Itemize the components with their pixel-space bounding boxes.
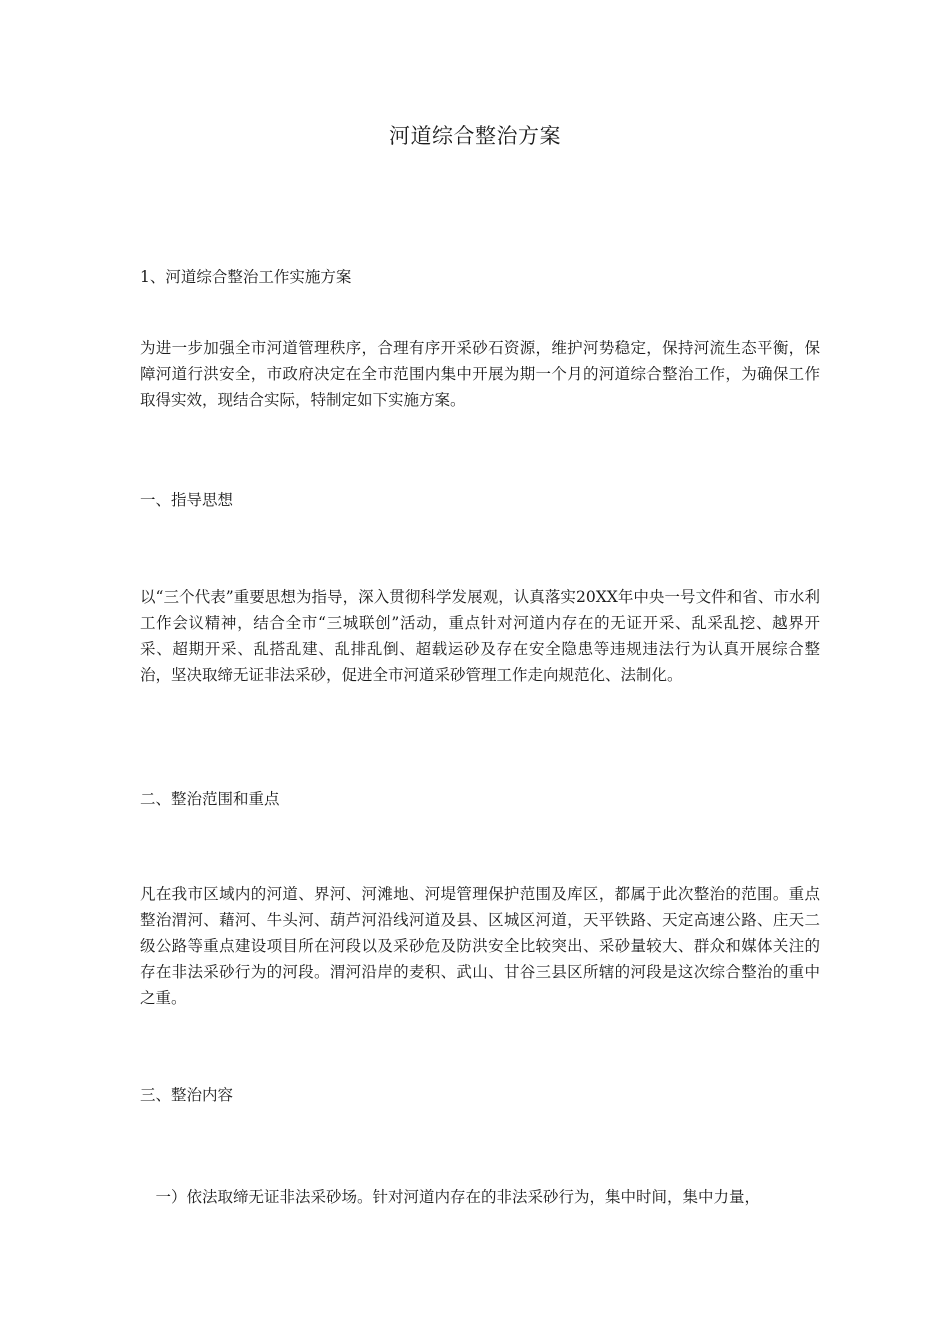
document-title: 河道综合整治方案: [389, 124, 561, 148]
document-subtitle: 1、河道综合整治工作实施方案: [140, 268, 352, 286]
section-heading-scope: 二、整治范围和重点: [140, 790, 280, 808]
section-body-content: 一）依法取缔无证非法采砂场。针对河道内存在的非法采砂行为，集中时间，集中力量，: [140, 1188, 761, 1206]
intro-paragraph: 为进一步加强全市河道管理秩序，合理有序开采砂石资源，维护河势稳定，保持河流生态平衡，保障河道行洪安全，市政府决定在全市范围内集中开展为期一个月的河道综合整治工作，为确保工作取得实效，现结合实际，特制定如下实施方案。: [140, 339, 820, 409]
section-body-guiding-thought: 以“三个代表”重要思想为指导，深入贯彻科学发展观，认真落实20XX年中央一号文件和省、市水利工作会议精神，结合全市“三城联创”活动，重点针对河道内存在的无证开采、乱采乱挖、越界开采、超期开采、乱搭乱建、乱排乱倒、超载运砂及存在安全隐患等违规违法行为认真开展综合整治，坚决取缔无证非法采砂，促进全市河道采砂管理工作走向规范化、法制化。: [140, 588, 820, 684]
section-heading-content: 三、整治内容: [140, 1086, 234, 1104]
section-body-scope: 凡在我市区域内的河道、界河、河滩地、河堤管理保护范围及库区，都属于此次整治的范围。重点整治渭河、藉河、牛头河、葫芦河沿线河道及县、区城区河道，天平铁路、天定高速公路、庄天二级公路等重点建设项目所在河段以及采砂危及防洪安全比较突出、采砂量较大、群众和媒体关注的存在非法采砂行为的河段。渭河沿岸的麦积、武山、甘谷三县区所辖的河段是这次综合整治的重中之重。: [140, 885, 820, 1007]
section-heading-guiding-thought: 一、指导思想: [140, 491, 234, 509]
